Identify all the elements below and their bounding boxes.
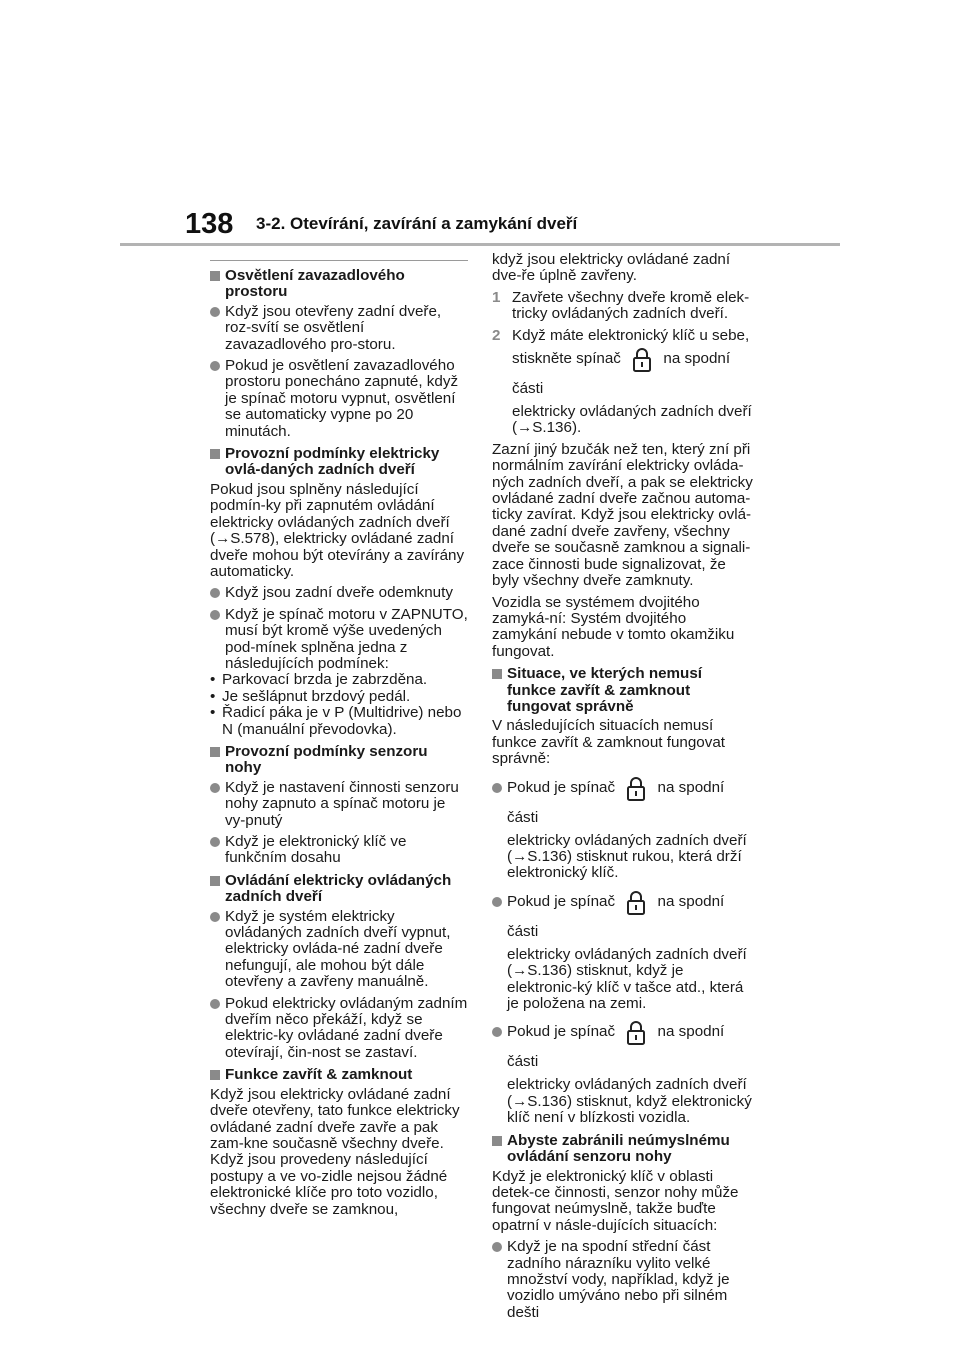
heading-situations-not-working: Situace, ve kterých nemusí funkce zavřít & zamknout fungovat správně — [492, 666, 754, 715]
lock-icon — [621, 1017, 651, 1047]
step-number: 2 — [492, 326, 501, 344]
section-title: 3-2. Otevírání, zavírání a zamykání dveří — [256, 214, 578, 233]
bullet-item: Když je spínač motoru v ZAPNUTO, musí být kromě výše uvedených pod-mínek splněna jedna z následujících podmínek: — [210, 607, 468, 673]
step-item: 1 Zavřete všechny dveře kromě elek-tricky ovládaných zadních dveří. — [492, 288, 750, 323]
lock-icon — [627, 344, 657, 374]
heading-close-and-lock: Funkce zavřít & zamknout — [210, 1067, 468, 1083]
page-header — [0, 0, 960, 250]
sub-bullet: • Parkovací brzda je zabrzděna. — [210, 672, 468, 688]
column-divider — [210, 260, 468, 261]
page-number: 138 — [185, 208, 234, 240]
left-column — [210, 260, 468, 1223]
right-column — [492, 252, 754, 1326]
bullet-item: Když je systém elektricky ovládaných zadních dveří vypnut, elektricky ovláda-né zadní dveře nefungují, ale mohou být dále otevřeny a zavřeny manuálně. — [210, 909, 468, 991]
paragraph: V následujících situacích nemusí funkce zavřít & zamknout fungovat správně: — [492, 717, 725, 768]
arrow-icon: → — [512, 962, 528, 980]
arrow-icon: → — [517, 419, 533, 437]
bullet-item: Když je na spodní střední část zadního nárazníku vylito velké množství vody, například, když je vozidlo umýváno nebo při silném dešti — [492, 1239, 754, 1321]
arrow-icon: → — [512, 848, 528, 865]
heading-power-door-operation: Ovládání elektricky ovládaných zadních dveří — [210, 873, 468, 906]
lock-icon — [621, 887, 651, 917]
bullet-item: Když je nastavení činnosti senzoru nohy zapnuto a spínač motoru je vy-pnutý — [210, 780, 468, 829]
sub-bullet: • Je sešlápnut brzdový pedál. — [210, 689, 468, 705]
bullet-item: Když je elektronický klíč ve funkčním dosahu — [210, 834, 468, 867]
header-divider — [120, 243, 840, 246]
paragraph: Pokud jsou splněny následující podmín-ky při zapnutém ovládání elektricky ovládaných zadních dveří (→S.578), elektricky ovládané zadní dveře mohou být otevírány a zavírány automaticky. — [210, 480, 465, 580]
arrow-icon: → — [512, 1092, 528, 1110]
page-reference: S.136 — [527, 1092, 567, 1110]
heading-cargo-light: Osvětlení zavazadlového prostoru — [210, 268, 468, 301]
paragraph: Zazní jiný bzučák než ten, který zní při normálním zavírání elektricky ovláda-ných zadních dveří, a pak se elektricky ovládané zadní dveře začnou automa-ticky zavírat. Když jsou elektricky ovlá-dané zadní dveře zavřeny, všechny dveře se současně zamknou a signali-zace činnosti bude signalizovat, že byly všechny dveře zamknuty. — [492, 440, 753, 590]
bullet-item: Pokud je osvětlení zavazadlového prostoru ponecháno zapnuté, když je spínač motoru vypnut, osvětlení se automaticky vypne po 20 minutách. — [210, 358, 468, 440]
heading-power-door-conditions: Provozní podmínky elektricky ovlá-daných zadních dveří — [210, 446, 468, 479]
step-item: 2 Když máte elektronický klíč u sebe, stiskněte spínač na spodní části elektricky ovládaných zadních dveří (→S.136). — [492, 326, 752, 437]
heading-foot-sensor-conditions: Provozní podmínky senzoru nohy — [210, 744, 468, 777]
paragraph: Když je elektronický klíč v oblasti detek-ce činnosti, senzor nohy může fungovat neúmyslně, takže buďte opatrní v násle-dujících situacích: — [492, 1167, 739, 1234]
arrow-icon: → — [215, 530, 231, 548]
bullet-item: Když jsou otevřeny zadní dveře, roz-svítí se osvětlení zavazadlového pro-storu. — [210, 304, 468, 353]
lock-icon — [621, 773, 651, 803]
page-reference: S.136 — [527, 848, 567, 865]
page-reference: S.136 — [532, 419, 572, 437]
bullet-item: Pokud je spínač na spodní části elektricky ovládaných zadních dveří (→S.136) stisknut, když je elektronic-ký klíč v tašce atd., která je položena na zemi. — [492, 887, 754, 1013]
bullet-item: Když jsou zadní dveře odemknuty — [210, 585, 468, 601]
step-number: 1 — [492, 288, 501, 306]
bullet-item: Pokud je spínač na spodní části elektricky ovládaných zadních dveří (→S.136) stisknut, když elektronický klíč není v blízkosti vozidla. — [492, 1017, 754, 1126]
sub-bullet: • Řadicí páka je v P (Multidrive) nebo N (manuální převodovka). — [210, 705, 468, 738]
paragraph: Vozidla se systémem dvojitého zamyká-ní: Systém dvojitého zamykání nebude v tomto okamžiku fungovat. — [492, 593, 735, 660]
paragraph: když jsou elektricky ovládané zadní dve-ře úplně zavřeny. — [492, 251, 731, 285]
heading-prevent-unintended: Abyste zabránili neúmyslnému ovládání senzoru nohy — [492, 1133, 754, 1166]
bullet-item: Pokud je spínač na spodní části elektricky ovládaných zadních dveří (→S.136) stisknut rukou, která drží elektronický klíč. — [492, 773, 754, 882]
bullet-item: Pokud elektricky ovládaným zadním dveřím něco překáží, když se elektric-ky ovládané zadní dveře otevírají, čin-nost se zastaví. — [210, 996, 468, 1062]
page-reference: S.578 — [230, 530, 270, 548]
paragraph: Když jsou elektricky ovládané zadní dveře otevřeny, tato funkce elektricky ovládané zadní dveře zavře a pak zam-kne současně všechny dveře. Když jsou provedeny následující postupy a ve vo-zidle nejsou žádné elektronické klíče pro toto vozidlo, všechny dveře se zamknou, — [210, 1085, 460, 1218]
page-reference: S.136 — [527, 962, 567, 980]
